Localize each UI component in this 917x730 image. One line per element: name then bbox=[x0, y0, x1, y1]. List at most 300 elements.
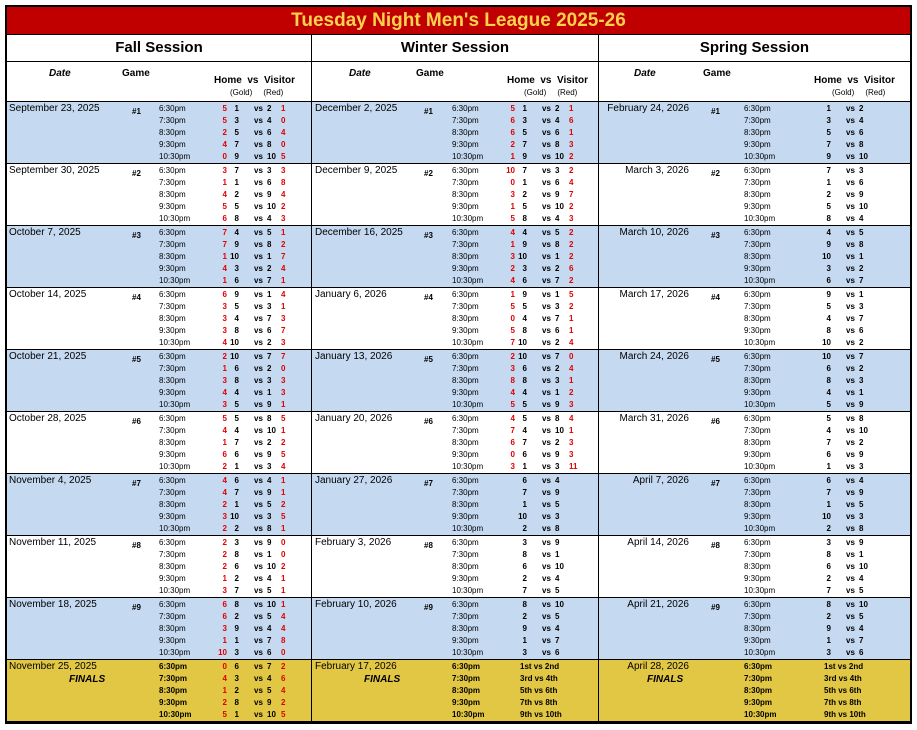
home-team: 4 bbox=[234, 314, 239, 323]
visitor-team: 7 bbox=[859, 314, 864, 323]
match-time: 9:30pm bbox=[159, 326, 186, 335]
week-cell bbox=[7, 350, 312, 412]
visitor-score: 1 bbox=[569, 128, 574, 137]
home-team: 6 bbox=[234, 364, 239, 373]
game-number: #6 bbox=[424, 417, 433, 426]
home-score: 2 bbox=[510, 264, 515, 273]
match-time: 6:30pm bbox=[452, 476, 479, 485]
match-time: 9:30pm bbox=[744, 388, 771, 397]
header-game: Game bbox=[703, 68, 731, 79]
home-score: 7 bbox=[222, 240, 227, 249]
vs-label: vs bbox=[254, 710, 263, 719]
home-team: 10 bbox=[518, 352, 527, 361]
week-cell bbox=[312, 412, 599, 474]
home-score: 2 bbox=[222, 352, 227, 361]
match-time: 7:30pm bbox=[159, 612, 186, 621]
week-date: November 4, 2025 bbox=[9, 475, 92, 486]
page-title: Tuesday Night Men's League 2025-26 bbox=[7, 7, 910, 35]
visitor-team: 10 bbox=[267, 600, 276, 609]
visitor-team: 5 bbox=[267, 686, 272, 695]
vs-label: vs bbox=[254, 104, 263, 113]
home-team: 9 bbox=[522, 152, 527, 161]
visitor-score: 2 bbox=[569, 302, 574, 311]
vs-label: vs bbox=[254, 698, 263, 707]
home-score: 10 bbox=[506, 166, 515, 175]
visitor-team: 9 bbox=[555, 538, 560, 547]
home-team: 1 bbox=[826, 636, 831, 645]
home-team: 6 bbox=[522, 450, 527, 459]
vs-label: vs bbox=[846, 414, 855, 423]
visitor-score: 1 bbox=[569, 426, 574, 435]
visitor-score: 3 bbox=[569, 400, 574, 409]
week-date: October 21, 2025 bbox=[9, 351, 87, 362]
week-cell bbox=[599, 102, 910, 164]
header-gold-red: (Gold) (Red) bbox=[524, 88, 578, 97]
home-team: 4 bbox=[826, 314, 831, 323]
vs-label: vs bbox=[846, 302, 855, 311]
visitor-score: 1 bbox=[281, 574, 286, 583]
home-score: 2 bbox=[222, 524, 227, 533]
vs-label: vs bbox=[542, 314, 551, 323]
home-team: 7 bbox=[234, 586, 239, 595]
visitor-score: 0 bbox=[281, 116, 286, 125]
home-score: 1 bbox=[222, 636, 227, 645]
match-time: 9:30pm bbox=[452, 574, 479, 583]
match-time: 7:30pm bbox=[159, 426, 186, 435]
visitor-score: 7 bbox=[569, 190, 574, 199]
match-time: 9:30pm bbox=[159, 698, 188, 707]
home-score: 3 bbox=[222, 314, 227, 323]
home-team: 1 bbox=[234, 500, 239, 509]
week-cell bbox=[599, 164, 910, 226]
column-headers bbox=[7, 62, 910, 102]
visitor-team: 8 bbox=[267, 140, 272, 149]
visitor-team: 1 bbox=[859, 252, 864, 261]
home-team: 3 bbox=[826, 538, 831, 547]
vs-label: vs bbox=[846, 228, 855, 237]
match-time: 10:30pm bbox=[452, 338, 484, 347]
visitor-score: 3 bbox=[569, 438, 574, 447]
visitor-team: 2 bbox=[859, 104, 864, 113]
home-score: 6 bbox=[510, 128, 515, 137]
vs-label: vs bbox=[254, 636, 263, 645]
header-cell-2 bbox=[599, 62, 910, 101]
session-title-spring: Spring Session bbox=[699, 39, 810, 56]
vs-label: vs bbox=[254, 538, 263, 547]
home-score: 5 bbox=[510, 400, 515, 409]
home-team: 4 bbox=[826, 426, 831, 435]
match-time: 8:30pm bbox=[744, 686, 773, 695]
home-team: 1 bbox=[522, 462, 527, 471]
vs-label: vs bbox=[254, 314, 263, 323]
vs-label: vs bbox=[846, 276, 855, 285]
home-team: 5 bbox=[826, 400, 831, 409]
visitor-team: 10 bbox=[555, 202, 564, 211]
home-score: 3 bbox=[222, 302, 227, 311]
game-number: #8 bbox=[424, 541, 433, 550]
visitor-score: 4 bbox=[281, 462, 286, 471]
week-date: January 13, 2026 bbox=[315, 351, 393, 362]
week-date: March 17, 2026 bbox=[619, 289, 689, 300]
week-row bbox=[7, 288, 910, 350]
home-team: 1 bbox=[234, 104, 239, 113]
visitor-score: 2 bbox=[569, 388, 574, 397]
visitor-score: 2 bbox=[569, 166, 574, 175]
visitor-team: 4 bbox=[267, 214, 272, 223]
vs-label: vs bbox=[542, 600, 551, 609]
visitor-score: 4 bbox=[569, 338, 574, 347]
visitor-team: 10 bbox=[555, 152, 564, 161]
visitor-team: 10 bbox=[859, 426, 868, 435]
visitor-team: 9 bbox=[555, 488, 560, 497]
visitor-team: 8 bbox=[555, 240, 560, 249]
visitor-team: 8 bbox=[267, 240, 272, 249]
week-cell bbox=[599, 598, 910, 660]
home-score: 2 bbox=[222, 500, 227, 509]
home-score: 0 bbox=[510, 450, 515, 459]
visitor-team: 2 bbox=[267, 438, 272, 447]
vs-label: vs bbox=[846, 240, 855, 249]
vs-label: vs bbox=[542, 538, 551, 547]
home-score: 3 bbox=[510, 462, 515, 471]
home-team: 2 bbox=[522, 524, 527, 533]
visitor-team: 9 bbox=[267, 538, 272, 547]
vs-label: vs bbox=[542, 202, 551, 211]
week-date: December 2, 2025 bbox=[315, 103, 398, 114]
match-time: 7:30pm bbox=[744, 302, 771, 311]
home-team: 2 bbox=[826, 190, 831, 199]
week-cell bbox=[312, 226, 599, 288]
match-time: 6:30pm bbox=[744, 290, 771, 299]
vs-label: vs bbox=[846, 252, 855, 261]
week-cell bbox=[599, 660, 910, 722]
vs-label: vs bbox=[254, 674, 263, 683]
match-time: 6:30pm bbox=[452, 104, 479, 113]
home-team: 6 bbox=[826, 476, 831, 485]
game-number: #5 bbox=[424, 355, 433, 364]
home-score: 2 bbox=[222, 562, 227, 571]
match-time: 9:30pm bbox=[744, 698, 773, 707]
home-team: 3 bbox=[234, 648, 239, 657]
match-time: 7:30pm bbox=[744, 116, 771, 125]
vs-label: vs bbox=[542, 166, 551, 175]
match-time: 7:30pm bbox=[452, 240, 479, 249]
visitor-team: 4 bbox=[555, 624, 560, 633]
vs-label: vs bbox=[254, 116, 263, 125]
week-cell bbox=[312, 102, 599, 164]
home-team: 5 bbox=[826, 202, 831, 211]
home-score: 3 bbox=[510, 364, 515, 373]
home-team: 5 bbox=[234, 400, 239, 409]
vs-label: vs bbox=[846, 574, 855, 583]
home-team: 4 bbox=[234, 228, 239, 237]
visitor-score: 7 bbox=[281, 326, 286, 335]
visitor-team: 9 bbox=[859, 488, 864, 497]
home-score: 5 bbox=[222, 116, 227, 125]
home-team: 7 bbox=[826, 140, 831, 149]
vs-label: vs bbox=[846, 214, 855, 223]
game-number: #9 bbox=[424, 603, 433, 612]
vs-label: vs bbox=[542, 512, 551, 521]
vs-label: vs bbox=[542, 462, 551, 471]
match-time: 7:30pm bbox=[744, 674, 773, 683]
match-time: 9:30pm bbox=[452, 450, 479, 459]
header-home-vs-visitor: Home vs Visitor bbox=[814, 75, 895, 86]
home-team: 2 bbox=[522, 612, 527, 621]
visitor-team: 8 bbox=[555, 414, 560, 423]
visitor-team: 3 bbox=[859, 462, 864, 471]
vs-label: vs bbox=[846, 450, 855, 459]
visitor-team: 7 bbox=[267, 276, 272, 285]
vs-label: vs bbox=[846, 636, 855, 645]
visitor-team: 6 bbox=[555, 128, 560, 137]
match-time: 6:30pm bbox=[159, 662, 188, 671]
vs-label: vs bbox=[542, 400, 551, 409]
visitor-team: 5 bbox=[555, 612, 560, 621]
home-team: 1 bbox=[826, 104, 831, 113]
vs-label: vs bbox=[254, 648, 263, 657]
home-score: 3 bbox=[222, 326, 227, 335]
visitor-team: 6 bbox=[555, 326, 560, 335]
home-score: 1 bbox=[222, 276, 227, 285]
visitor-score: 2 bbox=[281, 240, 286, 249]
home-score: 6 bbox=[222, 612, 227, 621]
home-team: 1 bbox=[234, 178, 239, 187]
home-team: 6 bbox=[522, 364, 527, 373]
match-time: 9:30pm bbox=[452, 512, 479, 521]
visitor-team: 7 bbox=[267, 352, 272, 361]
home-team: 7 bbox=[522, 438, 527, 447]
vs-label: vs bbox=[542, 636, 551, 645]
vs-label: vs bbox=[542, 104, 551, 113]
match-time: 9:30pm bbox=[159, 636, 186, 645]
game-number: #5 bbox=[711, 355, 720, 364]
visitor-score: 2 bbox=[569, 240, 574, 249]
home-team: 1 bbox=[522, 500, 527, 509]
game-number: #4 bbox=[424, 293, 433, 302]
visitor-team: 1 bbox=[555, 388, 560, 397]
home-team: 3 bbox=[826, 264, 831, 273]
home-team: 7 bbox=[826, 166, 831, 175]
home-team: 5 bbox=[522, 128, 527, 137]
visitor-team: 9 bbox=[555, 450, 560, 459]
home-score: 4 bbox=[222, 388, 227, 397]
vs-label: vs bbox=[846, 202, 855, 211]
visitor-team: 4 bbox=[859, 214, 864, 223]
visitor-score: 8 bbox=[281, 636, 286, 645]
visitor-team: 4 bbox=[859, 476, 864, 485]
visitor-score: 4 bbox=[569, 178, 574, 187]
vs-label: vs bbox=[542, 450, 551, 459]
visitor-score: 2 bbox=[281, 562, 286, 571]
home-team: 3 bbox=[234, 538, 239, 547]
vs-label: vs bbox=[846, 426, 855, 435]
vs-label: vs bbox=[254, 550, 263, 559]
home-team: 5 bbox=[522, 302, 527, 311]
match-time: 10:30pm bbox=[744, 276, 776, 285]
visitor-team: 1 bbox=[555, 290, 560, 299]
match-time: 7:30pm bbox=[452, 426, 479, 435]
home-score: 1 bbox=[510, 152, 515, 161]
visitor-score: 3 bbox=[281, 388, 286, 397]
visitor-team: 4 bbox=[555, 116, 560, 125]
match-time: 8:30pm bbox=[744, 562, 771, 571]
visitor-team: 3 bbox=[859, 376, 864, 385]
vs-label: vs bbox=[254, 574, 263, 583]
match-time: 8:30pm bbox=[452, 314, 479, 323]
game-number: #2 bbox=[424, 169, 433, 178]
visitor-team: 5 bbox=[267, 612, 272, 621]
vs-label: vs bbox=[846, 166, 855, 175]
vs-label: vs bbox=[254, 438, 263, 447]
week-cell bbox=[7, 288, 312, 350]
visitor-team: 6 bbox=[859, 178, 864, 187]
match-time: 10:30pm bbox=[452, 648, 484, 657]
vs-label: vs bbox=[254, 562, 263, 571]
home-team: 8 bbox=[826, 214, 831, 223]
header-gold-red: (Gold) (Red) bbox=[230, 88, 284, 97]
week-date: March 10, 2026 bbox=[619, 227, 689, 238]
visitor-team: 6 bbox=[859, 128, 864, 137]
match-time: 8:30pm bbox=[744, 438, 771, 447]
home-score: 2 bbox=[222, 538, 227, 547]
visitor-team: 2 bbox=[267, 104, 272, 113]
visitor-score: 1 bbox=[569, 104, 574, 113]
vs-label: vs bbox=[846, 400, 855, 409]
home-team: 6 bbox=[522, 276, 527, 285]
match-time: 7:30pm bbox=[452, 674, 481, 683]
visitor-team: 5 bbox=[267, 228, 272, 237]
week-cell bbox=[312, 536, 599, 598]
home-team: 9 bbox=[826, 240, 831, 249]
home-score: 5 bbox=[222, 414, 227, 423]
home-score: 0 bbox=[510, 314, 515, 323]
visitor-team: 1 bbox=[267, 550, 272, 559]
vs-label: vs bbox=[542, 228, 551, 237]
match-time: 6:30pm bbox=[159, 104, 186, 113]
home-team: 8 bbox=[522, 550, 527, 559]
match-time: 6:30pm bbox=[744, 104, 771, 113]
vs-label: vs bbox=[254, 302, 263, 311]
game-number: #9 bbox=[132, 603, 141, 612]
match-time: 8:30pm bbox=[452, 624, 479, 633]
match-time: 10:30pm bbox=[452, 462, 484, 471]
vs-label: vs bbox=[542, 128, 551, 137]
visitor-team: 4 bbox=[859, 574, 864, 583]
vs-label: vs bbox=[542, 364, 551, 373]
home-team: 7 bbox=[826, 438, 831, 447]
home-team: 3 bbox=[234, 116, 239, 125]
vs-label: vs bbox=[254, 662, 263, 671]
game-number: #3 bbox=[424, 231, 433, 240]
match-time: 9:30pm bbox=[452, 140, 479, 149]
vs-label: vs bbox=[846, 104, 855, 113]
match-time: 6:30pm bbox=[452, 166, 479, 175]
session-title-winter: Winter Session bbox=[312, 35, 599, 61]
week-date: November 25, 2025 bbox=[9, 661, 97, 672]
home-team: 3 bbox=[826, 648, 831, 657]
home-score: 1 bbox=[222, 364, 227, 373]
visitor-team: 10 bbox=[555, 562, 564, 571]
game-number: #7 bbox=[132, 479, 141, 488]
match-time: 7:30pm bbox=[744, 612, 771, 621]
home-team: 3 bbox=[522, 116, 527, 125]
week-date: October 14, 2025 bbox=[9, 289, 87, 300]
home-team: 8 bbox=[826, 550, 831, 559]
visitor-team: 3 bbox=[555, 462, 560, 471]
week-cell bbox=[312, 474, 599, 536]
match-time: 10:30pm bbox=[159, 710, 192, 719]
game-number: #9 bbox=[711, 603, 720, 612]
home-score: 2 bbox=[222, 698, 227, 707]
visitor-team: 5 bbox=[859, 228, 864, 237]
vs-label: vs bbox=[254, 624, 263, 633]
visitor-score: 2 bbox=[281, 698, 286, 707]
home-team: 5 bbox=[826, 302, 831, 311]
visitor-team: 10 bbox=[859, 202, 868, 211]
visitor-score: 3 bbox=[569, 214, 574, 223]
visitor-score: 5 bbox=[281, 450, 286, 459]
match-time: 6:30pm bbox=[744, 352, 771, 361]
home-team: 7 bbox=[234, 166, 239, 175]
match-time: 9:30pm bbox=[452, 202, 479, 211]
vs-label: vs bbox=[542, 426, 551, 435]
home-score: 4 bbox=[222, 140, 227, 149]
vs-label: vs bbox=[846, 352, 855, 361]
visitor-score: 5 bbox=[281, 710, 286, 719]
match-time: 7:30pm bbox=[744, 488, 771, 497]
vs-label: vs bbox=[846, 462, 855, 471]
visitor-team: 3 bbox=[267, 512, 272, 521]
home-team: 8 bbox=[522, 600, 527, 609]
match-time: 6:30pm bbox=[159, 228, 186, 237]
visitor-score: 2 bbox=[569, 228, 574, 237]
home-score: 4 bbox=[222, 338, 227, 347]
visitor-score: 7 bbox=[281, 352, 286, 361]
match-time: 9:30pm bbox=[159, 450, 186, 459]
vs-label: vs bbox=[846, 512, 855, 521]
visitor-team: 7 bbox=[267, 662, 272, 671]
home-team: 1 bbox=[522, 178, 527, 187]
visitor-score: 5 bbox=[281, 414, 286, 423]
visitor-team: 1 bbox=[267, 290, 272, 299]
vs-label: vs bbox=[254, 500, 263, 509]
match-time: 8:30pm bbox=[452, 252, 479, 261]
home-team: 9 bbox=[826, 624, 831, 633]
home-team: 2 bbox=[826, 612, 831, 621]
vs-label: vs bbox=[254, 228, 263, 237]
home-team: 1 bbox=[522, 104, 527, 113]
schedule-weeks bbox=[7, 102, 910, 722]
home-team: 6 bbox=[234, 276, 239, 285]
visitor-score: 4 bbox=[569, 414, 574, 423]
game-number: #2 bbox=[711, 169, 720, 178]
match-time: 10:30pm bbox=[452, 524, 484, 533]
visitor-score: 3 bbox=[281, 338, 286, 347]
visitor-team: 5 bbox=[555, 586, 560, 595]
match-time: 8:30pm bbox=[159, 128, 186, 137]
visitor-team: 8 bbox=[859, 140, 864, 149]
week-row bbox=[7, 164, 910, 226]
vs-label: vs bbox=[846, 116, 855, 125]
vs-label: vs bbox=[542, 338, 551, 347]
home-team: 2 bbox=[522, 190, 527, 199]
home-team: 10 bbox=[518, 252, 527, 261]
vs-label: vs bbox=[254, 376, 263, 385]
match-time: 7:30pm bbox=[744, 550, 771, 559]
visitor-score: 2 bbox=[569, 252, 574, 261]
visitor-team: 5 bbox=[859, 500, 864, 509]
